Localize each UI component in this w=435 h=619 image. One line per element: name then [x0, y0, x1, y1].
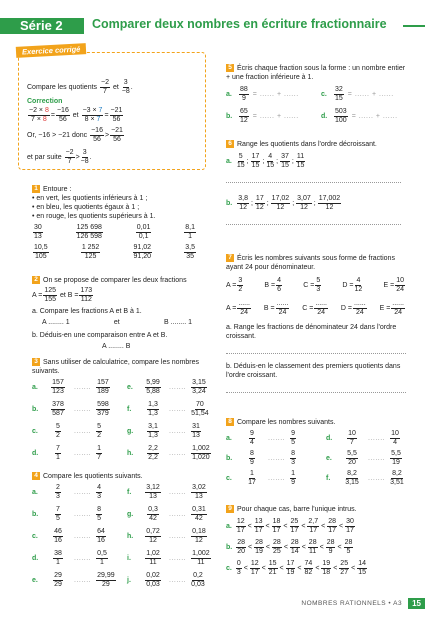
fraction: $\frac{......}{24}$ — [238, 300, 250, 316]
question-b: b. Déduis-en une comparaison entre A et B. — [32, 332, 168, 339]
fraction: $\frac{14}{15}$ — [358, 560, 366, 576]
fraction: $\frac{10}{4}$ — [391, 430, 399, 446]
exercise-title: Écris chaque fraction sous la forme : un nombre entier + une fraction inférieure à 1. — [226, 65, 406, 81]
compare-item: a. $\frac{157}{123}$ ....... $\frac{157}{189}$ — [32, 379, 109, 395]
answer-line — [226, 224, 401, 225]
fraction: $\frac{8,2}{3,51}$ — [390, 470, 404, 486]
compare-grid — [226, 430, 411, 494]
fraction: $\frac{25}{17}$ — [290, 518, 299, 534]
bullet: en rouge, les quotients supérieurs à 1. — [36, 213, 156, 220]
fraction: $\frac{3,5}{35}$ — [185, 244, 195, 260]
fraction-blank: A = $\frac{......}{24}$ — [226, 300, 250, 316]
fraction: $\frac{32}{15}$ — [335, 86, 343, 102]
exercise-title: Pour chaque cas, barre l'unique intrus. — [237, 506, 357, 513]
fraction-blank: E = $\frac{......}{24}$ — [379, 300, 404, 316]
fraction: $\frac{5,5}{20}$ — [347, 450, 357, 466]
compare-item: f. $\frac{1,3}{1,3}$ ....... $\frac{70}{51,54}$ — [127, 401, 209, 417]
exercise-title: Sans utiliser de calculatrice, compare les nombres suivants. — [32, 359, 200, 375]
fraction: $\frac{4}{15}$ — [266, 153, 275, 169]
fraction: $\frac{74}{82}$ — [304, 560, 313, 576]
compare-item: c. $\frac{1}{17}$ ....... $\frac{1}{9}$ — [226, 470, 296, 486]
fraction-row — [226, 277, 406, 294]
fraction: $\frac{1}{7}$ — [97, 445, 102, 461]
fraction: $\frac{7}{1}$ — [56, 445, 60, 461]
fraction: $\frac{......}{24}$ — [392, 300, 404, 316]
exercise-title: Écris les nombres suivants sous forme de fractions ayant 24 pour dénominateur. — [226, 255, 395, 271]
fraction: $\frac{3,07}{12}$ — [297, 195, 311, 211]
intrus-row-b: b. $\frac{28}{20}$ < $\frac{28}{19}$ < $\frac{28}{25}$ < $\frac{28}{14}$ < $\frac{28}{11}$ < $\frac{28}{9}$ < $\frac{28}{5}$ — [226, 539, 353, 555]
fraction: $\frac{......}{24}$ — [315, 300, 327, 316]
fraction: $\frac{1 252}{125}$ — [81, 244, 100, 260]
fraction: $\frac{17,002}{12}$ — [318, 195, 341, 211]
fraction: $\frac{8,2}{3,15}$ — [345, 470, 359, 486]
fraction: $\frac{4}{6}$ — [277, 277, 282, 293]
fraction: $\frac{28}{5}$ — [344, 539, 353, 555]
fraction: $\frac{28}{17}$ — [328, 518, 337, 534]
fraction: $\frac{378}{587}$ — [52, 401, 64, 417]
fraction: $\frac{28}{20}$ — [237, 539, 246, 555]
fraction: $\frac{157}{123}$ — [52, 379, 64, 395]
correction-step1: $\frac{-2 \times 8}{7 \times 8}$ = $\frac{-16}{56}$ et $\frac{-3 \times 7}{8 \times 7}$ = $\frac{-21}{56}$ — [29, 107, 123, 123]
answer-line: A ........ 1 — [42, 319, 70, 326]
answer-line — [226, 182, 401, 183]
fraction: $\frac{1,002}{11}$ — [192, 550, 210, 566]
fraction: $\frac{0,31}{42}$ — [192, 506, 206, 522]
compare-item: d. $\frac{7}{1}$ ....... $\frac{1}{7}$ — [32, 445, 102, 461]
fraction-row — [226, 300, 406, 317]
fraction: $\frac{25}{27}$ — [340, 560, 349, 576]
suite-text: et par suite — [27, 154, 62, 161]
denominator: 155 — [44, 296, 57, 303]
fraction: $\frac{2,2}{2,2}$ — [148, 445, 158, 461]
compare-item: j. $\frac{0,02}{0,03}$ ....... $\frac{0,2}{0,03}$ — [127, 572, 205, 588]
fraction: $\frac{503}{100}$ — [335, 108, 347, 124]
exercise-5 — [226, 64, 411, 134]
exercise-3 — [32, 358, 212, 479]
exercice-corrige — [18, 44, 206, 170]
exercise-8 — [226, 418, 411, 494]
fraction: $\frac{64}{16}$ — [97, 528, 105, 544]
fraction: $\frac{3,12}{13}$ — [146, 484, 160, 500]
fraction: $\frac{29}{29}$ — [54, 572, 62, 588]
exercise-number: 5 — [226, 64, 234, 72]
answer-line: A ........ B — [102, 343, 131, 350]
numerator: 125 — [44, 287, 57, 294]
compare-item: i. $\frac{1,02}{11}$ ....... $\frac{1,002}{11}$ — [127, 550, 210, 566]
fraction: $\frac{91,02}{91,20}$ — [133, 244, 152, 260]
intrus-row-c: c. $\frac{0}{3}$ < $\frac{12}{17}$ < $\frac{15}{21}$ < $\frac{17}{19}$ < $\frac{74}{82}$ < $\frac{19}{18}$ < $\frac{25}{27}$ < $\frac{14}{15}$ — [226, 560, 366, 576]
correction-step2: Or, −16 > −21 donc $\frac{-16}{56}$ > $\frac{-21}{56}$ — [27, 127, 123, 143]
fraction: $\frac{10}{24}$ — [396, 277, 404, 293]
fraction: $\frac{598}{379}$ — [97, 401, 109, 417]
compare-grid — [32, 379, 212, 479]
compare-item: b. $\frac{7}{5}$ ....... $\frac{8}{5}$ — [32, 506, 102, 522]
fraction: $\frac{8}{5}$ — [97, 506, 102, 522]
fraction-def: D = $\frac{4}{12}$ — [342, 277, 363, 293]
correction-step3: et par suite $\frac{-2}{7}$ > $\frac{3}{-8}$ . — [27, 149, 92, 165]
compare-item: d. $\frac{10}{7}$ ....... $\frac{10}{4}$ — [326, 430, 399, 446]
fraction: $\frac{38}{1}$ — [54, 550, 62, 566]
compare-item: e. $\frac{5,5}{20}$ ....... $\frac{5,5}{19}$ — [326, 450, 401, 466]
fraction: $\frac{5}{15}$ — [236, 153, 245, 169]
compare-item: g. $\frac{3,1}{1,3}$ ....... $\frac{31}{13}$ — [127, 423, 200, 439]
fraction: $\frac{10}{7}$ — [348, 430, 356, 446]
denominator: 112 — [80, 296, 92, 303]
compare-item: h. $\frac{2,2}{2,2}$ ....... $\frac{1,002}{1,020}$ — [127, 445, 210, 461]
fraction: $\frac{30}{17}$ — [346, 518, 354, 534]
footer-text: NOMBRES RATIONNELS • A3 — [301, 600, 403, 607]
question-b: b. Déduis-en le classement des premiers quotients dans l'ordre croissant. — [226, 363, 401, 379]
fraction: $\frac{5,5}{19}$ — [391, 450, 401, 466]
a-label: A = — [32, 292, 43, 299]
fraction: $\frac{12}{17}$ — [236, 518, 245, 534]
page-footer — [301, 598, 425, 609]
fraction: $\frac{1}{9}$ — [291, 470, 296, 486]
fraction: $\frac{......}{24}$ — [354, 300, 366, 316]
fraction: $\frac{3}{2}$ — [238, 277, 243, 293]
answer-et: et — [113, 319, 120, 326]
exercise-7 — [226, 254, 411, 393]
exercise-number: 3 — [32, 358, 40, 366]
fraction-def: C = $\frac{5}{3}$ — [303, 277, 321, 293]
correction-label: Correction — [27, 98, 63, 105]
fraction: $\frac{18}{17}$ — [272, 518, 281, 534]
decompose-item: c. $\frac{32}{15}$ = ...... + ...... — [321, 86, 394, 102]
fraction: $\frac{88}{9}$ — [240, 86, 248, 102]
fraction: $\frac{1,3}{1,3}$ — [148, 401, 158, 417]
fraction: $\frac{1}{17}$ — [248, 470, 256, 486]
fraction: $\frac{46}{16}$ — [54, 528, 62, 544]
fraction: $\frac{17,02}{12}$ — [271, 195, 290, 211]
compare-item: f. $\frac{3,12}{13}$ ....... $\frac{3,02}{13}$ — [127, 484, 206, 500]
bullet: en vert, les quotients inférieurs à 1 ; — [36, 195, 148, 202]
fraction: $\frac{5}{3}$ — [316, 277, 321, 293]
exercise-title: Compare les nombres suivants. — [237, 419, 336, 426]
exercise-number: 7 — [226, 254, 234, 262]
exercise-title: On se propose de comparer les deux fractions — [43, 277, 187, 284]
fraction: $\frac{0,02}{0,03}$ — [146, 572, 160, 588]
compare-item: c. $\frac{5}{2}$ ....... $\frac{5}{2}$ — [32, 423, 102, 439]
fraction: $\frac{8,1}{1}$ — [185, 224, 195, 240]
exercise-title: Compare les quotients suivants. — [43, 473, 143, 480]
numerator: 173 — [80, 287, 93, 294]
corrige-intro: Compare les quotients $\frac{-2}{7}$ et $\frac{3}{-8}$ . — [27, 79, 133, 95]
fraction: $\frac{4}{3}$ — [97, 484, 102, 500]
compare-grid — [32, 484, 212, 614]
fraction: $\frac{0,01}{0,1}$ — [136, 224, 151, 240]
fraction: $\frac{3,15}{3,24}$ — [192, 379, 206, 395]
compare-item: a. $\frac{9}{4}$ ....... $\frac{9}{5}$ — [226, 430, 296, 446]
decompose-item: b. $\frac{65}{12}$ = ...... + ...... — [226, 108, 299, 124]
exercise-1: 1 Entoure : • en vert, les quotients inférieurs à 1 ; • en bleu, les quotients égaux à 1 ; • en rouge, les quotients supérieurs à 1. $\frac{30}{13}$ $\frac{125 698}{126 598}$ $\frac{0,01}{0,1}$ $\frac{8,1}{1}$ $\frac{10,5}{105}$ $\frac{1 252}{125}$ $\frac{91,02}{91,20}$ $\frac{3,5}{35}$ — [32, 185, 195, 260]
compare-item: e. $\frac{29}{29}$ ....... $\frac{29,99}{29}$ — [32, 572, 115, 588]
compare-item: g. $\frac{0,3}{42}$ ....... $\frac{0,31}{42}$ — [127, 506, 206, 522]
compare-item: d. $\frac{38}{1}$ ....... $\frac{0,5}{1}$ — [32, 550, 107, 566]
fraction: $\frac{65}{12}$ — [240, 108, 248, 124]
fraction: $\frac{3,02}{13}$ — [192, 484, 206, 500]
corrige-tab: Exercice corrigé — [16, 43, 87, 58]
exercise-title: Range les quotients dans l'ordre décroissant. — [237, 141, 377, 148]
fraction: $\frac{4}{12}$ — [354, 277, 363, 293]
fraction: $\frac{0}{3}$ — [236, 560, 241, 576]
fraction: $\frac{28}{9}$ — [326, 539, 335, 555]
compare-item: b. $\frac{378}{587}$ ....... $\frac{598}{379}$ — [32, 401, 109, 417]
fraction: $\frac{-2}{7}$ — [101, 79, 109, 95]
or-text: Or, −16 > −21 donc — [27, 132, 88, 139]
fraction: $\frac{28}{25}$ — [273, 539, 281, 555]
fraction: $\frac{28}{14}$ — [290, 539, 299, 555]
page-title: Comparer deux nombres en écriture fractionnaire — [92, 17, 387, 31]
exercise-number: 6 — [226, 140, 234, 148]
fraction: $\frac{0,5}{1}$ — [97, 550, 107, 566]
fraction-blank: B = $\frac{......}{24}$ — [263, 300, 289, 316]
fraction: $\frac{70}{51,54}$ — [191, 401, 209, 417]
question-a: a. Range les fractions de dénominateur 24 dans l'ordre croissant. — [226, 324, 397, 340]
fraction: $\frac{31}{13}$ — [192, 423, 200, 439]
bullet: en bleu, les quotients égaux à 1 ; — [36, 204, 140, 211]
fraction-blank: C = $\frac{......}{24}$ — [302, 300, 327, 316]
serie-label: Série 2 — [0, 18, 84, 34]
b-label: et B = — [59, 292, 79, 299]
exercise-number: 9 — [226, 505, 234, 513]
order-row-b: b. $\frac{3,8}{12}$ ; $\frac{17}{12}$ ; $\frac{17,02}{12}$ ; $\frac{3,07}{12}$ ; $\frac{17,002}{12}$ — [226, 195, 341, 211]
fraction: $\frac{17}{12}$ — [255, 195, 264, 211]
exercise-6 — [226, 140, 411, 225]
question-a: a. Compare les fractions A et B à 1. — [32, 308, 142, 315]
compare-item: a. $\frac{2}{3}$ ....... $\frac{4}{3}$ — [32, 484, 102, 500]
exercise-9 — [226, 505, 416, 577]
fraction: $\frac{3,1}{1,3}$ — [148, 423, 158, 439]
fraction: $\frac{9}{4}$ — [250, 430, 254, 446]
page-number: 15 — [408, 598, 425, 609]
decompose-grid — [226, 86, 411, 134]
decompose-item: d. $\frac{503}{100}$ = ...... + ...... — [321, 108, 398, 124]
fraction: $\frac{0,2}{0,03}$ — [191, 572, 205, 588]
fraction: $\frac{9}{5}$ — [291, 430, 296, 446]
fraction: $\frac{0,3}{42}$ — [148, 506, 158, 522]
fraction: $\frac{19}{18}$ — [322, 560, 331, 576]
compare-item: b. $\frac{8}{9}$ ....... $\frac{8}{3}$ — [226, 450, 296, 466]
fraction: $\frac{7}{5}$ — [56, 506, 60, 522]
fraction: $\frac{17}{15}$ — [251, 153, 260, 169]
fraction: $\frac{2,7}{17}$ — [308, 518, 319, 534]
exercise-number: 2 — [32, 276, 40, 284]
page-header — [0, 0, 435, 40]
fraction: $\frac{1,02}{11}$ — [146, 550, 160, 566]
fraction: $\frac{15}{21}$ — [268, 560, 277, 576]
fraction-def: E = $\frac{10}{24}$ — [383, 277, 404, 293]
fraction: $\frac{1,002}{1,020}$ — [192, 445, 210, 461]
corrige-et: et — [112, 84, 119, 91]
answer-line — [226, 392, 406, 393]
fraction-blank: D = $\frac{......}{24}$ — [340, 300, 366, 316]
fraction: $\frac{30}{13}$ — [34, 224, 42, 240]
fraction: $\frac{3,8}{12}$ — [238, 195, 248, 211]
fraction: $\frac{8}{3}$ — [291, 450, 296, 466]
fraction: $\frac{......}{24}$ — [276, 300, 289, 316]
exercise-number: 8 — [226, 418, 234, 426]
fraction: $\frac{28}{19}$ — [255, 539, 263, 555]
exercise-number: 4 — [32, 472, 40, 480]
fraction: $\frac{28}{11}$ — [308, 539, 317, 555]
fraction: $\frac{5}{2}$ — [56, 423, 60, 439]
fraction: $\frac{13}{17}$ — [254, 518, 263, 534]
fraction: $\frac{157}{189}$ — [97, 379, 109, 395]
compare-item: e. $\frac{5,99}{5,88}$ ....... $\frac{3,15}{3,24}$ — [127, 379, 206, 395]
compare-item: f. $\frac{8,2}{3,15}$ ....... $\frac{8,2}{3,51}$ — [326, 470, 404, 486]
answer-line — [226, 353, 406, 354]
exercise-title: Entoure : — [43, 186, 72, 193]
exercise-2 — [32, 276, 212, 350]
fraction: $\frac{3}{-8}$ — [121, 79, 130, 95]
fraction: $\frac{2}{3}$ — [56, 484, 60, 500]
compare-item: h. $\frac{0,72}{12}$ ....... $\frac{0,18}{12}$ — [127, 528, 206, 544]
exercise-4 — [32, 472, 212, 614]
fraction: $\frac{17}{19}$ — [286, 560, 295, 576]
fraction: $\frac{12}{17}$ — [250, 560, 259, 576]
fraction-row — [32, 244, 197, 261]
fraction: $\frac{8}{9}$ — [250, 450, 254, 466]
answer-line: B ........ 1 — [163, 319, 192, 326]
fraction-row — [32, 224, 197, 241]
fraction-def: B = $\frac{4}{6}$ — [264, 277, 282, 293]
decompose-item: a. $\frac{88}{9}$ = ...... + ...... — [226, 86, 299, 102]
intrus-row-a: a. $\frac{12}{17}$ < $\frac{13}{17}$ < $\frac{18}{17}$ < $\frac{25}{17}$ < $\frac{2,7}{17}$ < $\frac{28}{17}$ < $\frac{30}{17}$ — [226, 518, 354, 534]
fraction: $\frac{0,18}{12}$ — [192, 528, 206, 544]
fraction: $\frac{0,72}{12}$ — [146, 528, 160, 544]
corrige-intro-text: Compare les quotients — [27, 84, 98, 91]
fraction: $\frac{10,5}{105}$ — [34, 244, 48, 260]
exercise-number: 1 — [32, 185, 40, 193]
fraction: $\frac{5,99}{5,88}$ — [146, 379, 160, 395]
fraction-def: A = $\frac{3}{2}$ — [226, 277, 243, 293]
compare-item: c. $\frac{46}{16}$ ....... $\frac{64}{16}$ — [32, 528, 105, 544]
title-rule — [403, 25, 425, 27]
fraction: $\frac{29,99}{29}$ — [97, 572, 115, 588]
fraction: $\frac{125 698}{126 598}$ — [76, 224, 102, 240]
fraction: $\frac{37}{15}$ — [281, 153, 289, 169]
fraction: $\frac{11}{15}$ — [296, 153, 305, 169]
order-row-a: a. $\frac{5}{15}$ ; $\frac{17}{15}$ ; $\frac{4}{15}$ ; $\frac{37}{15}$ ; $\frac{11}{15}$ — [226, 153, 305, 169]
fraction: $\frac{5}{2}$ — [97, 423, 102, 439]
